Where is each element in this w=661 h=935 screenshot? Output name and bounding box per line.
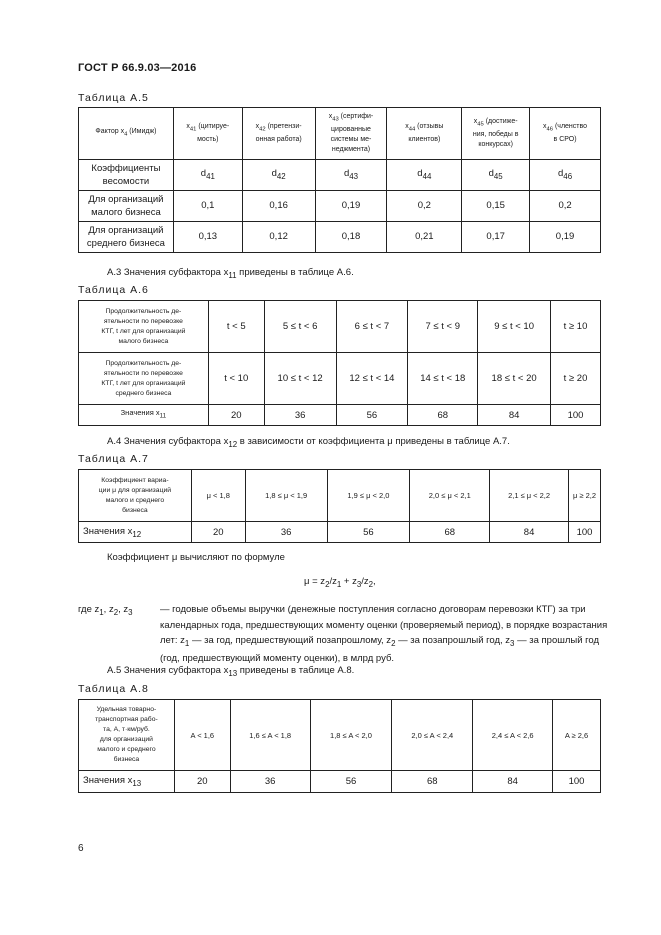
table-cell: 100 (551, 405, 601, 426)
row-label: Значения $x_{12}$ (79, 522, 192, 543)
row-label: Продолжительность де- ятельности по перевозке КТГ, t лет для организаций среднего бизнеса (79, 353, 209, 405)
row-label: Продолжительность де- ятельности по перевозке КТГ, t лет для организаций малого бизнеса (79, 301, 209, 353)
table-cell: 18 ≤ t < 20 (478, 353, 551, 405)
table-cell: 84 (478, 405, 551, 426)
table-cell: 0,1 (173, 191, 242, 222)
table-cell: 14 ≤ t < 18 (408, 353, 478, 405)
table-a8-caption: Таблица А.8 (78, 683, 149, 695)
table-header-cell: $x_{42}$ (претензи- онная работа) (242, 108, 315, 160)
table-cell: 36 (230, 771, 310, 793)
table-cell: 0,19 (530, 222, 601, 253)
table-cell: A < 1,6 (174, 700, 230, 771)
table-header-cell: $x_{45}$ (достиже- ния, победы в конкурсах) (462, 108, 530, 160)
where-text: — годовые объемы выручки (денежные поступления согласно договорам перевозки КТГ) за три календарных года, предшествующих моменту оценки (проверяемый период), в порядке возрастания лет: $z_1$ — за год, предшествующий позапрошлому, $z_2$ — за позапрошлый год, $z_3$ — за прошлый год (год, предшествующий моменту оценки), в млрд руб. (160, 604, 608, 665)
table-row (79, 301, 601, 353)
table-cell: 36 (264, 405, 336, 426)
where-label: где $z_1$, $z_2$, $z_3$ (78, 604, 133, 617)
table-cell: 0,19 (315, 191, 387, 222)
table-header-cell: $x_{44}$ (отзывы клиентов) (387, 108, 462, 160)
table-header-cell: Фактор $x_4$ (Имидж) (79, 108, 174, 160)
table-header-cell: $x_{41}$ (цитируе- мость) (173, 108, 242, 160)
table-row (79, 353, 601, 405)
table-cell: 1,8 ≤ A < 2,0 (310, 700, 392, 771)
table-cell: 68 (408, 405, 478, 426)
table-row (79, 160, 601, 191)
table-row (79, 222, 601, 253)
table-cell: 2,0 ≤ A < 2,4 (392, 700, 473, 771)
table-cell: 2,0 ≤ μ < 2,1 (410, 470, 490, 522)
paragraph-a5: А.5 Значения субфактора $x_{13}$ приведены в таблице А.8. (107, 665, 355, 678)
table-cell: $d_{46}$ (530, 160, 601, 191)
paragraph-a3: А.3 Значения субфактора $x_{11}$ приведены в таблице А.6. (107, 267, 354, 280)
table-row (79, 470, 601, 522)
table-cell: 2,1 ≤ μ < 2,2 (490, 470, 569, 522)
table-cell: 5 ≤ t < 6 (264, 301, 336, 353)
table-row (79, 405, 601, 426)
table-cell: 56 (327, 522, 410, 543)
table-cell: 20 (174, 771, 230, 793)
table-cell: A ≥ 2,6 (553, 700, 601, 771)
table-cell: μ < 1,8 (191, 470, 245, 522)
table-cell: 68 (410, 522, 490, 543)
table-row (79, 522, 601, 543)
table-cell: 0,16 (242, 191, 315, 222)
table-cell: 0,21 (387, 222, 462, 253)
table-cell: 100 (568, 522, 600, 543)
table-cell: 0,13 (173, 222, 242, 253)
formula: $\mu = z_2/z_1 + z_3/z_2$, (304, 576, 376, 589)
row-label: Удельная товарно- транспортная рабо- та, А, т·км/руб. для организаций малого и среднего бизнеса (79, 700, 175, 771)
table-cell: 56 (310, 771, 392, 793)
table-cell: 1,9 ≤ μ < 2,0 (327, 470, 410, 522)
table-cell: t < 10 (208, 353, 264, 405)
table-cell: 6 ≤ t < 7 (336, 301, 408, 353)
table-cell: 0,15 (462, 191, 530, 222)
table-cell: $d_{44}$ (387, 160, 462, 191)
table-row (79, 771, 601, 793)
table-row (79, 191, 601, 222)
table-a6-caption: Таблица А.6 (78, 284, 149, 296)
table-cell: 10 ≤ t < 12 (264, 353, 336, 405)
table-cell: 36 (245, 522, 327, 543)
table-cell: 56 (336, 405, 408, 426)
table-a5 (78, 107, 601, 253)
table-cell: 100 (553, 771, 601, 793)
table-cell: 0,12 (242, 222, 315, 253)
row-label: Для организаций среднего бизнеса (79, 222, 174, 253)
table-cell: $d_{42}$ (242, 160, 315, 191)
table-a7-caption: Таблица А.7 (78, 453, 149, 465)
table-cell: $d_{45}$ (462, 160, 530, 191)
table-cell: 2,4 ≤ A < 2,6 (473, 700, 553, 771)
row-label: Коэффициенты весомости (79, 160, 174, 191)
table-cell: 7 ≤ t < 9 (408, 301, 478, 353)
table-a5-caption: Таблица А.5 (78, 92, 149, 104)
table-cell: 20 (191, 522, 245, 543)
table-cell: 9 ≤ t < 10 (478, 301, 551, 353)
table-cell: 0,2 (387, 191, 462, 222)
row-label: Значения $x_{13}$ (79, 771, 175, 793)
table-cell: 84 (473, 771, 553, 793)
table-cell: 1,8 ≤ μ < 1,9 (245, 470, 327, 522)
table-cell: t ≥ 10 (551, 301, 601, 353)
table-cell: $d_{43}$ (315, 160, 387, 191)
table-cell: t < 5 (208, 301, 264, 353)
table-a8 (78, 699, 601, 793)
paragraph-mu: Коэффициент μ вычисляют по формуле (107, 552, 285, 563)
table-cell: 84 (490, 522, 569, 543)
row-label: Для организаций малого бизнеса (79, 191, 174, 222)
table-cell: 0,17 (462, 222, 530, 253)
table-cell: 12 ≤ t < 14 (336, 353, 408, 405)
paragraph-a4: А.4 Значения субфактора $x_{12}$ в зависимости от коэффициента μ приведены в таблице А.7. (107, 436, 510, 449)
table-cell: t ≥ 20 (551, 353, 601, 405)
table-cell: 20 (208, 405, 264, 426)
table-cell: 1,6 ≤ A < 1,8 (230, 700, 310, 771)
table-a6 (78, 300, 601, 426)
table-cell: 68 (392, 771, 473, 793)
table-cell: μ ≥ 2,2 (568, 470, 600, 522)
table-cell: 0,18 (315, 222, 387, 253)
table-row (79, 700, 601, 771)
table-header-cell: $x_{46}$ (членство в СРО) (530, 108, 601, 160)
table-row (79, 108, 601, 160)
page-number: 6 (78, 843, 84, 854)
row-label: Значения $x_{11}$ (79, 405, 209, 426)
table-a7 (78, 469, 601, 543)
table-cell: $d_{41}$ (173, 160, 242, 191)
document-header: ГОСТ Р 66.9.03—2016 (78, 62, 197, 74)
table-header-cell: $x_{43}$ (сертифи- цированные системы ме- неджмента) (315, 108, 387, 160)
row-label: Коэффициент вариа- ции μ для организаций малого и среднего бизнеса (79, 470, 192, 522)
table-cell: 0,2 (530, 191, 601, 222)
